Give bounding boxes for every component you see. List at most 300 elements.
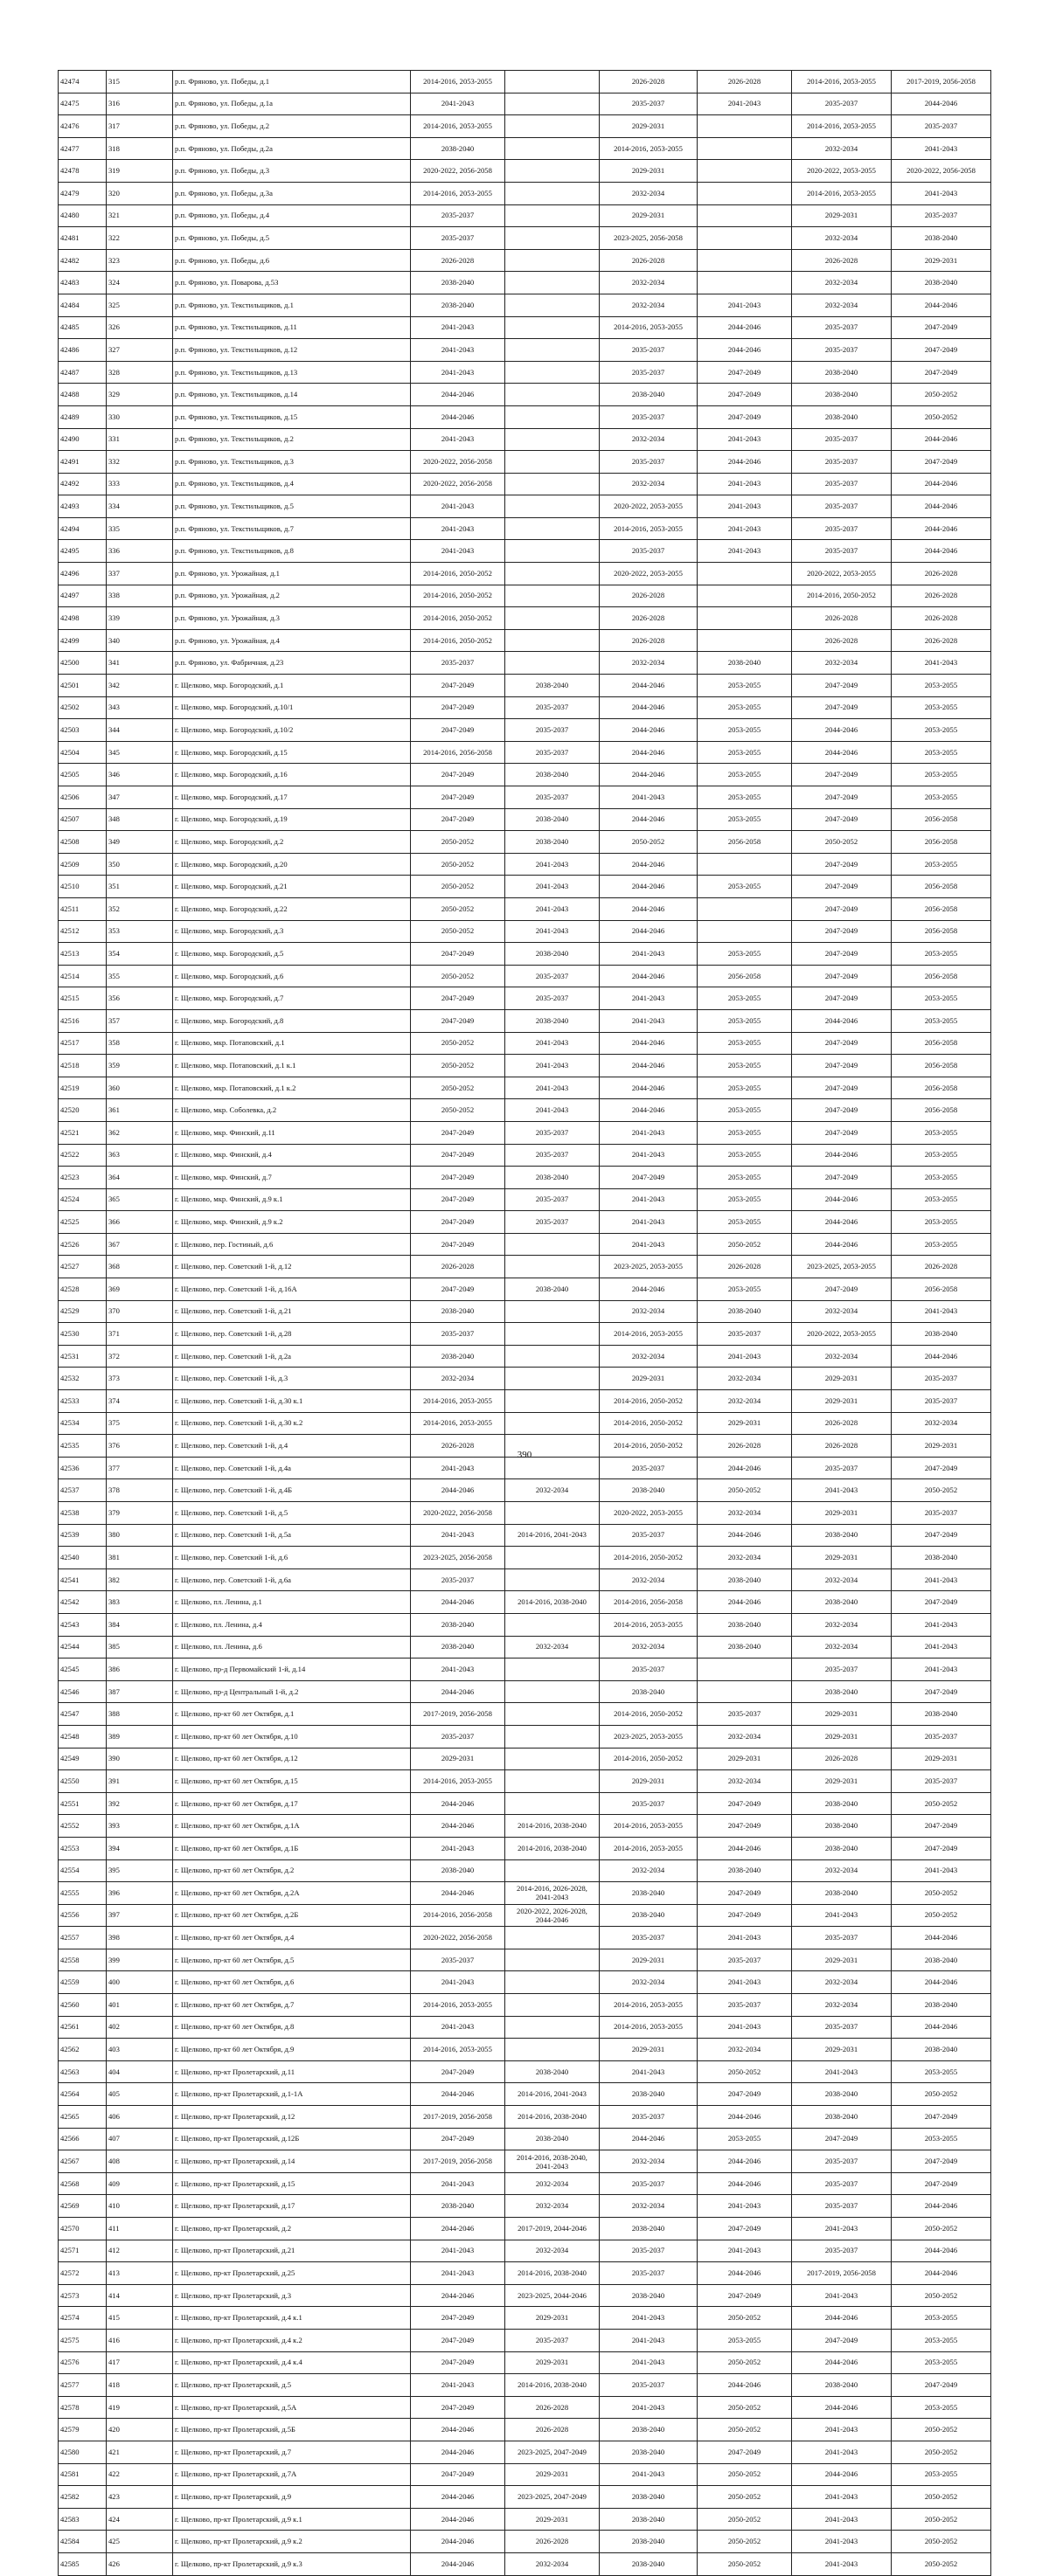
table-cell: 2035-2037 [792,316,892,339]
table-cell: 364 [107,1167,173,1189]
table-cell: р.п. Фряново, ул. Текстильщиков, д.4 [173,473,411,495]
table-cell: 42525 [59,1211,107,1234]
table-cell: 2044-2046 [600,696,698,719]
table-cell: 2047-2049 [698,2441,792,2463]
table-cell [505,495,600,518]
table-cell: 2014-2016, 2053-2055 [411,71,505,93]
table-cell [505,451,600,474]
table-cell: 2014-2016, 2053-2055 [411,1770,505,1793]
table-cell: 42497 [59,585,107,607]
table-row [59,764,991,786]
table-cell: 2041-2043 [792,2441,892,2463]
table-cell: 2044-2046 [698,2374,792,2397]
table-cell: 2044-2046 [600,719,698,742]
table-cell: 2038-2040 [792,361,892,384]
table-cell: г. Щелково, пер. Советский 1-й, д.5 [173,1502,411,1525]
table-cell: 42484 [59,294,107,316]
table-cell: 2035-2037 [505,987,600,1010]
table-cell: 414 [107,2284,173,2307]
table-cell: 2035-2037 [792,2150,892,2173]
table-cell: 415 [107,2307,173,2330]
table-row [59,1658,991,1681]
table-cell: 2035-2037 [892,115,991,138]
table-cell: 2035-2037 [600,2106,698,2129]
table-cell: 2047-2049 [411,2128,505,2150]
table-cell: 382 [107,1568,173,1591]
table-row [59,1815,991,1838]
table-cell: 2032-2034 [792,227,892,250]
table-row [59,1412,991,1435]
table-cell [505,361,600,384]
table-cell: 327 [107,339,173,362]
table-cell: 2041-2043 [698,1345,792,1368]
table-cell: 2014-2016, 2053-2055 [792,182,892,204]
table-cell: г. Щелково, мкр. Потаповский, д.1 [173,1032,411,1055]
table-cell: 393 [107,1815,173,1838]
table-cell: 2047-2049 [411,1009,505,1032]
table-cell: г. Щелково, пр-кт 60 лет Октября, д.8 [173,2016,411,2039]
table-cell: 2032-2034 [505,2240,600,2262]
table-cell: 2032-2034 [698,1770,792,1793]
table-cell: г. Щелково, пл. Ленина, д.1 [173,1591,411,1614]
table-cell: 2041-2043 [411,2240,505,2262]
table-cell: 2014-2016, 2053-2055 [600,316,698,339]
table-cell: 2032-2034 [792,1971,892,1994]
table-cell: 42571 [59,2240,107,2262]
table-row [59,1256,991,1278]
table-cell: 2056-2058 [892,1099,991,1122]
table-cell: 2053-2055 [698,1032,792,1055]
table-cell: 2032-2034 [792,1613,892,1636]
table-cell: г. Щелково, мкр. Богородский, д.22 [173,897,411,920]
table-cell: 2035-2037 [600,2172,698,2195]
table-row [59,1502,991,1525]
table-cell: 42495 [59,540,107,563]
table-cell: 2038-2040 [892,1994,991,2017]
table-cell: 2026-2028 [600,71,698,93]
table-cell: 388 [107,1703,173,1726]
table-cell: 2026-2028 [892,629,991,652]
table-cell: 2047-2049 [411,987,505,1010]
table-cell: 2029-2031 [792,1502,892,1525]
table-cell: 2044-2046 [892,93,991,115]
table-cell: 2047-2049 [698,384,792,406]
table-cell: 42555 [59,1882,107,1905]
table-cell: 2020-2022, 2056-2058 [411,451,505,474]
table-cell: 2047-2049 [411,2351,505,2374]
table-cell: 42514 [59,965,107,987]
table-cell: 2035-2037 [505,2329,600,2351]
table-row [59,987,991,1010]
table-cell: 42541 [59,1568,107,1591]
table-cell: 42545 [59,1658,107,1681]
table-cell: г. Щелково, пр-кт 60 лет Октября, д.1 [173,1703,411,1726]
table-cell: 2047-2049 [892,1591,991,1614]
table-cell: 2041-2043 [792,2552,892,2575]
table-cell: 2044-2046 [698,316,792,339]
table-cell: 2056-2058 [892,965,991,987]
table-cell: 2056-2058 [698,965,792,987]
table-cell: 2032-2034 [792,1994,892,2017]
table-cell: 42544 [59,1636,107,1658]
table-cell: 42511 [59,897,107,920]
table-cell [505,405,600,428]
table-cell: 331 [107,428,173,451]
table-cell: 340 [107,629,173,652]
table-cell: 2047-2049 [792,1055,892,1077]
table-cell: 2044-2046 [411,2284,505,2307]
table-cell: 408 [107,2150,173,2173]
table-cell: г. Щелково, мкр. Богородский, д.1 [173,675,411,697]
table-cell: 2029-2031 [600,204,698,227]
table-cell: 2041-2043 [600,1121,698,1144]
table-cell: 2026-2028 [600,249,698,272]
table-cell: 42482 [59,249,107,272]
table-cell: р.п. Фряново, ул. Текстильщиков, д.7 [173,517,411,540]
table-cell [505,607,600,630]
table-cell: 2053-2055 [698,1144,792,1167]
table-cell: г. Щелково, мкр. Богородский, д.6 [173,965,411,987]
table-cell: 2050-2052 [892,2508,991,2531]
table-cell: 42527 [59,1256,107,1278]
table-cell: 384 [107,1613,173,1636]
table-cell: 2050-2052 [411,876,505,898]
table-cell: 2032-2034 [505,2195,600,2218]
table-cell: 42567 [59,2150,107,2173]
table-cell: 2041-2043 [411,2262,505,2285]
table-cell: 361 [107,1099,173,1122]
table-cell: 2032-2034 [505,2172,600,2195]
table-cell: 2026-2028 [505,2531,600,2553]
table-cell: 2053-2055 [698,987,792,1010]
table-cell: 2032-2034 [505,2552,600,2575]
table-cell: 410 [107,2195,173,2218]
table-cell: 2047-2049 [792,876,892,898]
table-cell: 2044-2046 [600,897,698,920]
table-cell: 2047-2049 [698,2218,792,2240]
table-cell: 2047-2049 [698,1904,792,1927]
table-row [59,1055,991,1077]
table-cell: 2050-2052 [411,965,505,987]
table-row [59,675,991,697]
table-cell: 2038-2040 [698,1613,792,1636]
table-cell: 42499 [59,629,107,652]
table-cell [505,137,600,160]
table-cell: 42516 [59,1009,107,1032]
table-cell: 2050-2052 [892,2486,991,2509]
table-cell: 354 [107,943,173,966]
table-cell [505,1233,600,1256]
table-cell: г. Щелково, пр-кт Пролетарский, д.4 к.1 [173,2307,411,2330]
table-cell [698,137,792,160]
table-cell [505,204,600,227]
table-cell: 2047-2049 [892,2106,991,2129]
table-cell: 318 [107,137,173,160]
table-cell: 2047-2049 [411,2060,505,2083]
table-row [59,451,991,474]
table-cell: 2032-2034 [600,1859,698,1882]
table-row [59,137,991,160]
table-cell: 2026-2028 [792,607,892,630]
table-row [59,1368,991,1390]
table-row [59,563,991,585]
table-cell: 2032-2034 [600,272,698,294]
table-cell: 2047-2049 [792,897,892,920]
table-cell: 2047-2049 [792,943,892,966]
table-cell: 2041-2043 [698,93,792,115]
table-cell: 2017-2019, 2056-2058 [411,2150,505,2173]
table-cell: 42515 [59,987,107,1010]
table-cell: 322 [107,227,173,250]
table-cell: 2038-2040 [792,1837,892,1859]
table-cell: 42529 [59,1300,107,1323]
table-cell: г. Щелково, пер. Советский 1-й, д.4а [173,1457,411,1479]
table-cell: 339 [107,607,173,630]
table-row [59,1770,991,1793]
table-cell: 2026-2028 [600,629,698,652]
table-cell: 2038-2040 [792,1591,892,1614]
table-cell: 2035-2037 [792,2172,892,2195]
table-cell: 336 [107,540,173,563]
table-cell: 2029-2031 [698,1748,792,1770]
table-cell: 2050-2052 [600,831,698,854]
table-cell: 2038-2040 [792,2106,892,2129]
table-cell: г. Щелково, пр-кт 60 лет Октября, д.9 [173,2039,411,2061]
table-row [59,1144,991,1167]
table-cell: 332 [107,451,173,474]
table-cell: 359 [107,1055,173,1077]
table-cell: 42575 [59,2329,107,2351]
table-cell: 2020-2022, 2053-2055 [792,160,892,183]
table-cell: р.п. Фряново, ул. Урожайная, д.4 [173,629,411,652]
table-cell [505,517,600,540]
table-cell: 2032-2034 [792,1859,892,1882]
table-cell: 2044-2046 [411,405,505,428]
table-cell: 42566 [59,2128,107,2150]
table-cell: р.п. Фряново, ул. Текстильщиков, д.14 [173,384,411,406]
table-cell: р.п. Фряново, ул. Победы, д.2а [173,137,411,160]
table-row [59,607,991,630]
table-cell: 369 [107,1278,173,1301]
table-row [59,2284,991,2307]
table-cell: 2035-2037 [892,1725,991,1748]
table-cell: г. Щелково, пр-д Центральный 1-й, д.2 [173,1680,411,1703]
table-cell: 2047-2049 [792,675,892,697]
table-cell: 2035-2037 [600,2262,698,2285]
table-cell: 2014-2016, 2053-2055 [600,1323,698,1346]
table-cell: 42520 [59,1099,107,1122]
table-row [59,1009,991,1032]
table-cell: р.п. Фряново, ул. Текстильщиков, д.8 [173,540,411,563]
table-cell: 2038-2040 [698,1568,792,1591]
table-cell: 2038-2040 [600,2419,698,2441]
table-cell: 2038-2040 [505,764,600,786]
table-cell: 2050-2052 [892,2284,991,2307]
table-cell: 2038-2040 [792,1524,892,1547]
table-cell: 376 [107,1435,173,1458]
table-row [59,920,991,943]
table-cell: 2029-2031 [792,1390,892,1413]
table-cell: 2035-2037 [892,1390,991,1413]
table-cell: 2044-2046 [792,1211,892,1234]
table-cell: 2029-2031 [600,1949,698,1971]
table-row [59,1278,991,1301]
table-cell: 42513 [59,943,107,966]
table-cell: 2050-2052 [892,384,991,406]
table-cell: 423 [107,2486,173,2509]
table-cell: 42477 [59,137,107,160]
table-cell: 2044-2046 [698,1591,792,1614]
table-row [59,428,991,451]
table-cell: 2035-2037 [411,1949,505,1971]
table-row [59,1904,991,1927]
table-row [59,2039,991,2061]
table-cell: 2014-2016, 2053-2055 [411,2039,505,2061]
table-cell: 2044-2046 [600,764,698,786]
table-cell: 42573 [59,2284,107,2307]
table-cell: 2044-2046 [792,2351,892,2374]
table-cell: 42578 [59,2396,107,2419]
table-cell: 2032-2034 [411,1368,505,1390]
table-cell: 342 [107,675,173,697]
table-cell: 2047-2049 [698,2083,792,2106]
table-cell: 2044-2046 [600,1278,698,1301]
table-cell: 2014-2016, 2050-2052 [411,629,505,652]
table-cell: 2020-2022, 2056-2058 [892,160,991,183]
table-cell: 2038-2040 [505,675,600,697]
table-cell: г. Щелково, пр-кт Пролетарский, д.9 [173,2486,411,2509]
table-row [59,876,991,898]
table-cell: 2014-2016, 2053-2055 [411,115,505,138]
table-cell: 2038-2040 [600,2508,698,2531]
table-cell: 2044-2046 [698,2150,792,2173]
table-cell: 2047-2049 [411,1278,505,1301]
table-cell: 418 [107,2374,173,2397]
table-cell: г. Щелково, пр-кт Пролетарский, д.4 к.2 [173,2329,411,2351]
table-cell: 2044-2046 [892,473,991,495]
table-cell: г. Щелково, мкр. Финский, д.4 [173,1144,411,1167]
table-cell: 2056-2058 [892,831,991,854]
table-cell: г. Щелково, пр-кт Пролетарский, д.11 [173,2060,411,2083]
table-cell: 2035-2037 [411,227,505,250]
table-cell: 2038-2040 [505,1167,600,1189]
table-cell: 2050-2052 [698,1233,792,1256]
table-cell: 2035-2037 [892,1368,991,1390]
table-cell: 2032-2034 [792,652,892,675]
table-cell: 2047-2049 [411,1121,505,1144]
table-cell [505,652,600,675]
table-cell: 2029-2031 [600,1368,698,1390]
table-cell: 2026-2028 [698,71,792,93]
table-cell: г. Щелково, пр-кт Пролетарский, д.9 к.1 [173,2508,411,2531]
table-cell: 2023-2025, 2053-2055 [600,1725,698,1748]
table-cell: 347 [107,786,173,809]
table-cell: 2041-2043 [600,943,698,966]
table-cell: 42505 [59,764,107,786]
table-cell: 2050-2052 [698,2552,792,2575]
table-cell: 2041-2043 [600,1188,698,1211]
table-cell: 2050-2052 [892,2531,991,2553]
table-cell: 2044-2046 [600,1055,698,1077]
table-cell: 2038-2040 [600,2531,698,2553]
table-cell: 365 [107,1188,173,1211]
table-cell: 2014-2016, 2041-2043 [505,2083,600,2106]
table-cell: 2014-2016, 2038-2040 [505,1591,600,1614]
table-cell: 42584 [59,2531,107,2553]
table-cell: 2044-2046 [792,2463,892,2486]
table-cell: 2044-2046 [411,384,505,406]
table-cell: 2041-2043 [698,2240,792,2262]
table-cell: 2017-2019, 2044-2046 [505,2218,600,2240]
table-cell: 326 [107,316,173,339]
table-cell: 2035-2037 [698,1323,792,1346]
table-cell: 2044-2046 [600,853,698,876]
table-cell [698,160,792,183]
table-cell: 368 [107,1256,173,1278]
table-cell: 2026-2028 [698,1435,792,1458]
table-cell: 392 [107,1792,173,1815]
table-cell: 2044-2046 [698,339,792,362]
table-cell: 2047-2049 [411,786,505,809]
table-cell: 2044-2046 [698,1457,792,1479]
table-cell [698,897,792,920]
table-cell: г. Щелково, пр-кт Пролетарский, д.12 [173,2106,411,2129]
table-cell: 2014-2016, 2050-2052 [600,1390,698,1413]
table-cell: 2053-2055 [698,2329,792,2351]
table-cell: 2041-2043 [411,2172,505,2195]
table-cell [505,473,600,495]
table-cell: р.п. Фряново, ул. Победы, д.1 [173,71,411,93]
table-cell: 2029-2031 [792,1725,892,1748]
table-row [59,1524,991,1547]
table-cell: 2050-2052 [892,405,991,428]
table-cell [698,1680,792,1703]
table-cell: 42498 [59,607,107,630]
table-cell: 2035-2037 [792,473,892,495]
table-cell: г. Щелково, пр-кт Пролетарский, д.9 к.2 [173,2531,411,2553]
table-row [59,2083,991,2106]
table-row [59,2396,991,2419]
table-cell: 2038-2040 [600,1680,698,1703]
table-cell: 2032-2034 [600,1300,698,1323]
table-cell: г. Щелково, пр-кт 60 лет Октября, д.2Б [173,1904,411,1927]
table-cell: 2041-2043 [892,1613,991,1636]
table-cell: 404 [107,2060,173,2083]
table-cell: 397 [107,1904,173,1927]
table-cell: 2041-2043 [792,2419,892,2441]
table-cell: р.п. Фряново, ул. Текстильщиков, д.5 [173,495,411,518]
table-cell: 2041-2043 [411,1524,505,1547]
table-cell: 2053-2055 [892,1233,991,1256]
table-row [59,2262,991,2285]
table-cell: 338 [107,585,173,607]
table-cell: 2047-2049 [792,965,892,987]
table-row [59,897,991,920]
table-cell: г. Щелково, пер. Советский 1-й, д.3 [173,1368,411,1390]
table-row [59,1032,991,1055]
table-cell: 2026-2028 [600,607,698,630]
table-cell: 2050-2052 [792,831,892,854]
table-cell: 2014-2016, 2026-2028, 2041-2043 [505,1882,600,1905]
table-cell: 2050-2052 [892,2083,991,2106]
table-cell: 2038-2040 [600,2284,698,2307]
table-cell: 2044-2046 [892,540,991,563]
table-row [59,1547,991,1569]
table-cell: 2035-2037 [698,1949,792,1971]
table-cell: 2014-2016, 2053-2055 [600,2016,698,2039]
table-cell [505,428,600,451]
table-cell: 337 [107,563,173,585]
